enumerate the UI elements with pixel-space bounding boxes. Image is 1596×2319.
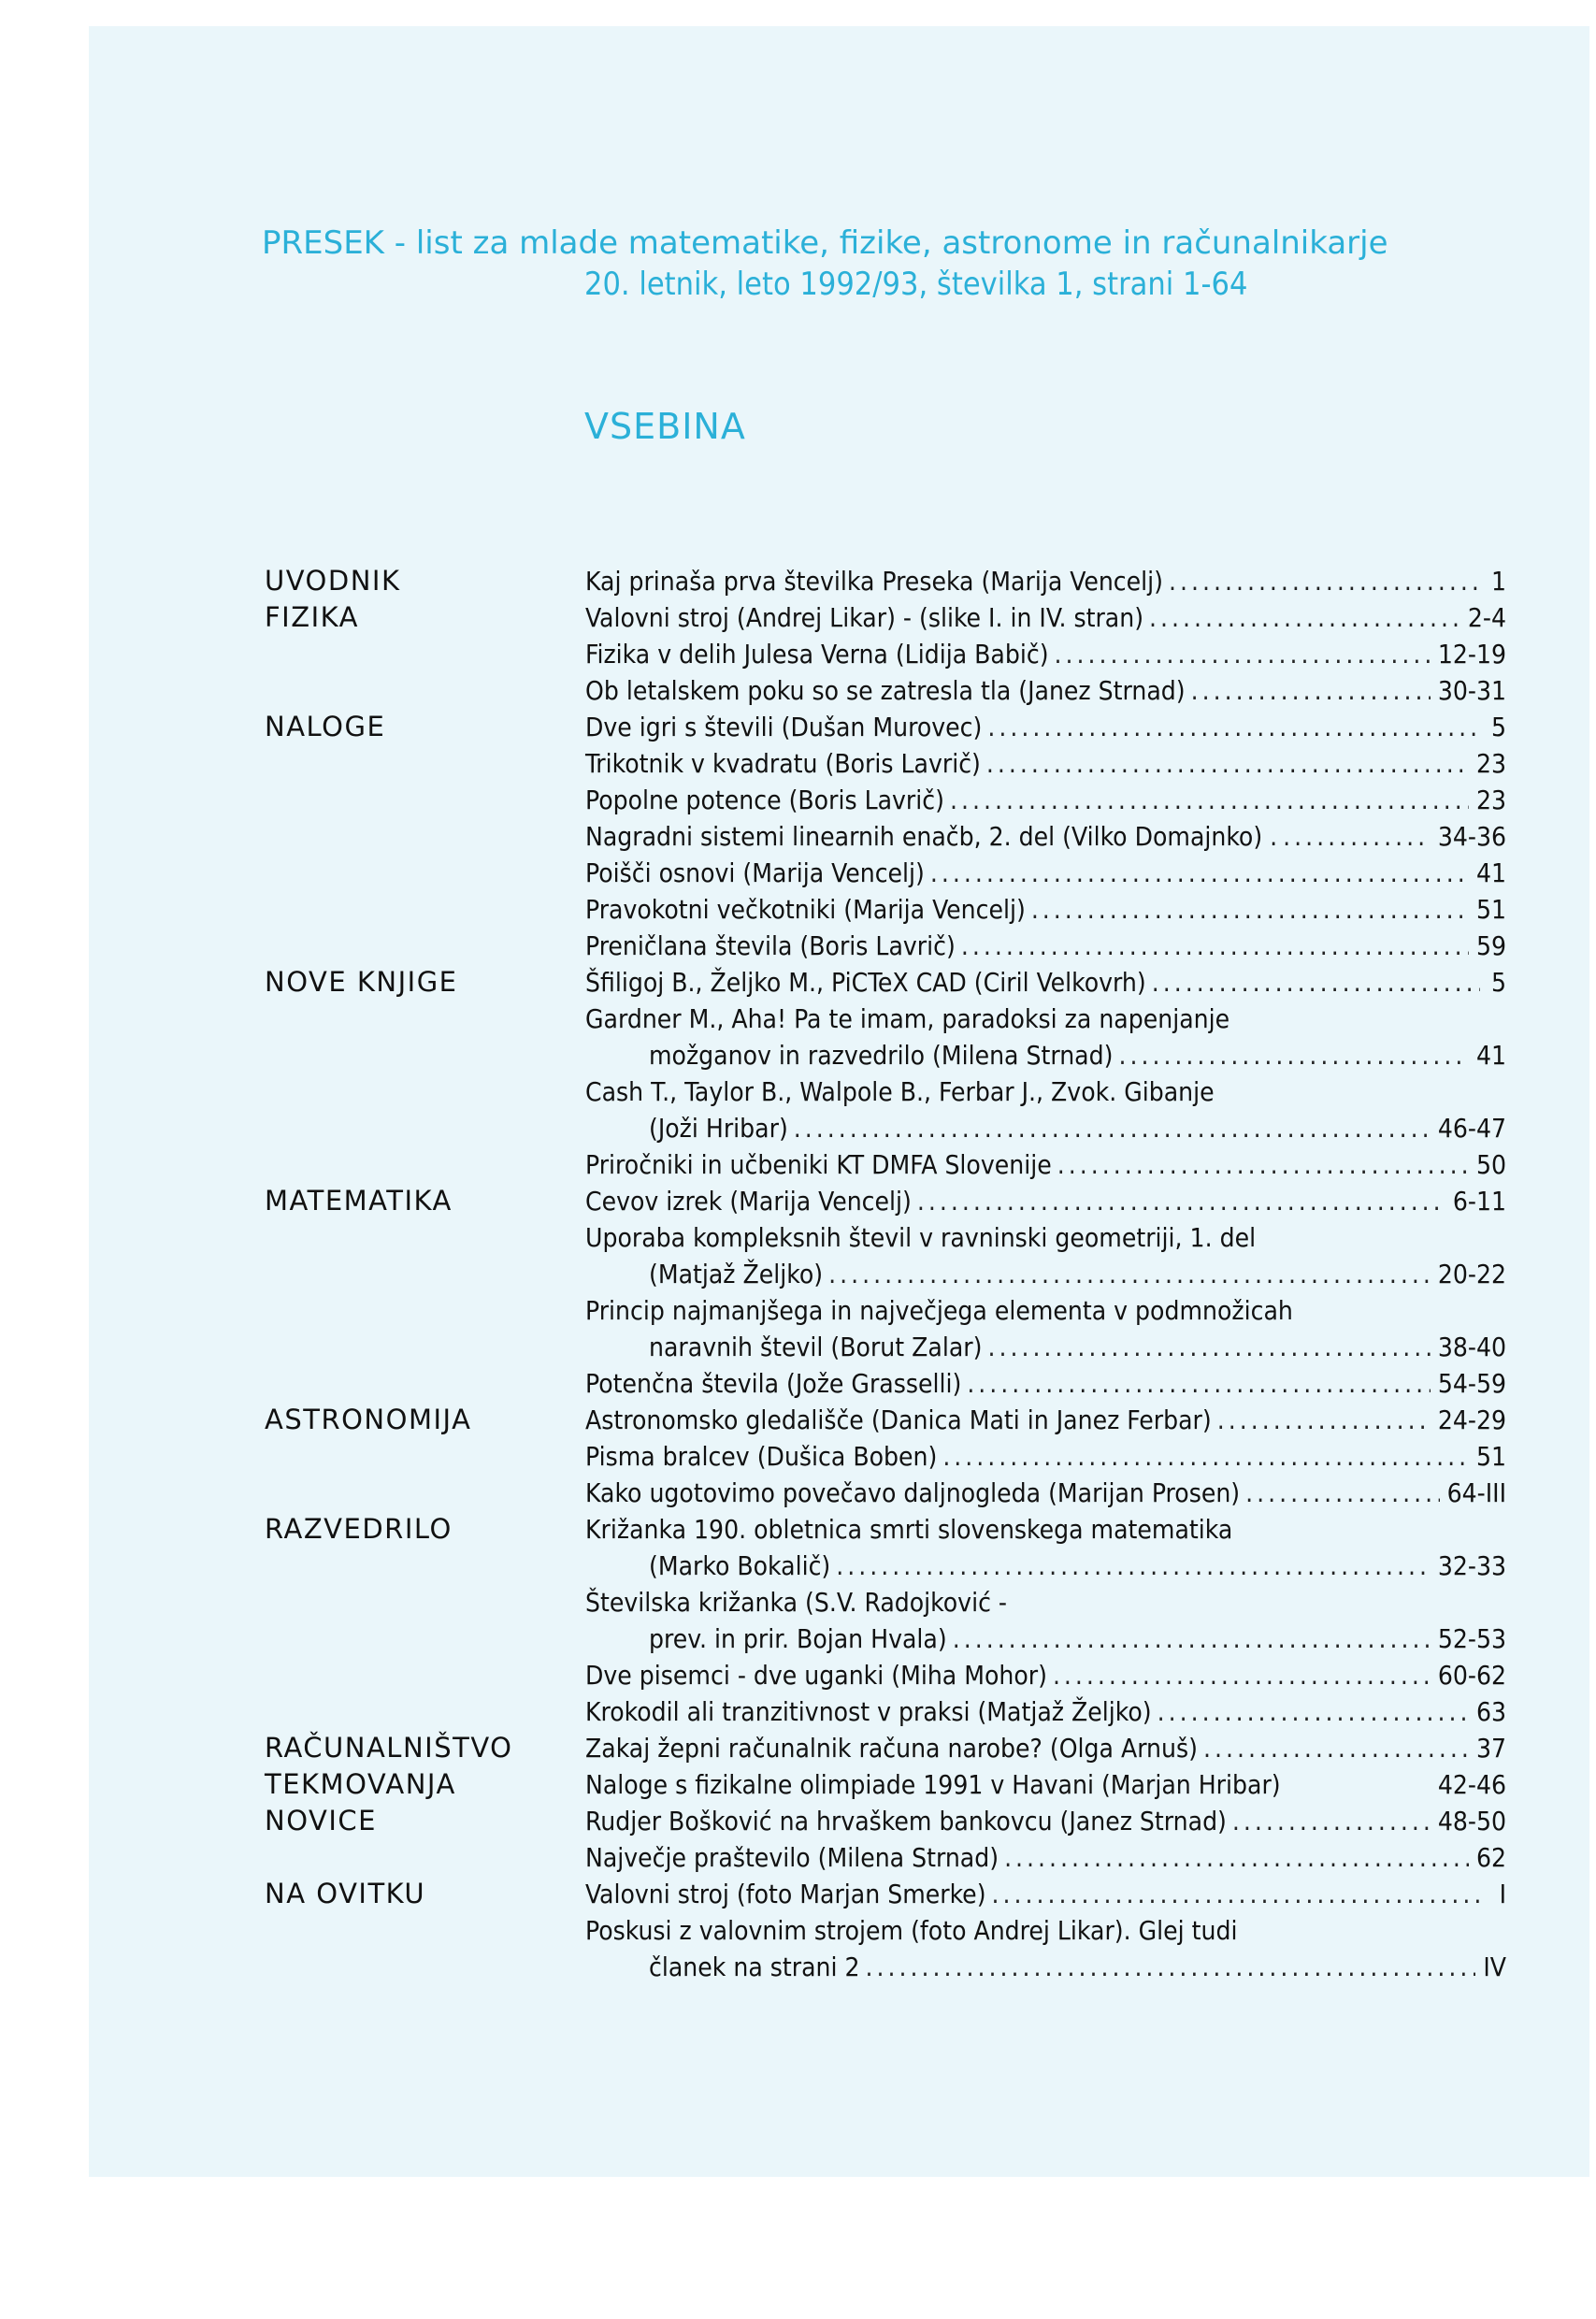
dot-leader bbox=[1118, 1037, 1469, 1073]
entry-page-number: 59 bbox=[1475, 930, 1506, 961]
entry-title: naravnih števil (Borut Zalar) bbox=[649, 1332, 983, 1362]
entry-page-number: 41 bbox=[1475, 1040, 1506, 1071]
dot-leader bbox=[1152, 964, 1480, 1001]
entry-page-number: 24-29 bbox=[1437, 1404, 1506, 1435]
toc-entry bbox=[585, 563, 1506, 599]
entry-title: Valovni stroj (foto Marjan Smerke) bbox=[585, 1879, 986, 1909]
section-label: FIZIKA bbox=[265, 601, 359, 633]
toc-entry bbox=[585, 1876, 1506, 1912]
dot-leader bbox=[987, 709, 1480, 745]
dot-leader bbox=[836, 1548, 1431, 1584]
entry-page-number: 23 bbox=[1475, 748, 1506, 779]
entry-page-number: 5 bbox=[1490, 712, 1506, 742]
toc-entry bbox=[585, 1219, 1506, 1292]
toc-section bbox=[265, 1876, 1508, 1985]
entry-page-number: 5 bbox=[1490, 967, 1506, 998]
entry-title: Nagradni sistemi linearnih enačb, 2. del (Vilko Domajnko) . bbox=[585, 821, 1278, 852]
entry-title: Valovni stroj (Andrej Likar) - (slike I. in IV. stran) bbox=[585, 602, 1144, 633]
entry-title: Dve igri s števili (Dušan Murovec) bbox=[585, 712, 983, 742]
section-label: RAZVEDRILO bbox=[265, 1513, 453, 1545]
dot-leader bbox=[953, 1620, 1431, 1657]
toc-entry bbox=[585, 1657, 1506, 1693]
toc-entry bbox=[585, 855, 1506, 891]
toc-section bbox=[265, 1183, 1508, 1402]
header-title-line: PRESEK - list za mlade matematike, fizike, astronome in računalnikarje bbox=[262, 224, 1388, 262]
section-entries bbox=[585, 1876, 1506, 1985]
dot-leader bbox=[828, 1256, 1431, 1292]
entry-title: Pravokotni večkotniki (Marija Vencelj) bbox=[585, 894, 1026, 925]
section-entries bbox=[585, 599, 1506, 709]
section-label: UVODNIK bbox=[265, 565, 401, 597]
entry-page-number: 54-59 bbox=[1437, 1368, 1506, 1399]
entry-title: Ob letalskem poku so se zatresla tla (Janez Strnad) bbox=[585, 675, 1186, 706]
toc-section bbox=[265, 1511, 1508, 1730]
toc-entry bbox=[585, 1402, 1506, 1438]
entry-title: Največje praštevilo (Milena Strnad) bbox=[585, 1842, 999, 1873]
toc-entry bbox=[585, 1073, 1506, 1146]
toc-entry bbox=[585, 1146, 1506, 1183]
entry-title-first-line: Uporaba kompleksnih števil v ravninski geometriji, 1. del bbox=[585, 1222, 1257, 1253]
dot-leader bbox=[917, 1183, 1445, 1219]
dot-leader bbox=[1245, 1475, 1439, 1511]
toc-entry bbox=[585, 1912, 1506, 1985]
entry-title: Trikotnik v kvadratu (Boris Lavrič) bbox=[585, 748, 981, 779]
journal-header bbox=[262, 223, 1515, 305]
entry-title: Naloge s fizikalne olimpiade 1991 v Havani (Marjan Hribar) bbox=[585, 1769, 1281, 1800]
entry-page-number: 2-4 bbox=[1467, 602, 1506, 633]
entry-page-number: 50 bbox=[1475, 1149, 1506, 1180]
dot-leader bbox=[992, 1876, 1480, 1912]
toc-entry bbox=[585, 636, 1506, 672]
toc-entry bbox=[585, 1475, 1506, 1511]
entry-page-number: 41 bbox=[1475, 857, 1506, 888]
entry-page-number: 48-50 bbox=[1437, 1806, 1506, 1836]
toc-entry bbox=[585, 1511, 1506, 1584]
entry-title: Kaj prinaša prva številka Preseka (Marija Vencelj) bbox=[585, 566, 1163, 597]
entry-title-first-line: Cash T., Taylor B., Walpole B., Ferbar J., Zvok. Gibanje bbox=[585, 1076, 1215, 1107]
header-issue-line: 20. letnik, leto 1992/93, številka 1, strani 1-64 bbox=[584, 266, 1248, 303]
entry-title-first-line: Princip najmanjšega in največjega elementa v podmnožicah bbox=[585, 1295, 1293, 1326]
toc-entry bbox=[585, 1292, 1506, 1365]
dot-leader bbox=[942, 1438, 1469, 1475]
toc-entry bbox=[585, 745, 1506, 782]
entry-title: Cevov izrek (Marija Vencelj) bbox=[585, 1186, 912, 1217]
entry-title-first-line: Številska križanka (S.V. Radojković - bbox=[585, 1587, 1008, 1618]
section-entries bbox=[585, 1766, 1506, 1803]
toc-section bbox=[265, 563, 1508, 599]
toc-entry bbox=[585, 1183, 1506, 1219]
toc-entry bbox=[585, 1839, 1506, 1876]
dot-leader bbox=[1169, 563, 1480, 599]
toc-entry bbox=[585, 672, 1506, 709]
entry-title: (Matjaž Željko) bbox=[649, 1259, 824, 1289]
entry-title: članek na strani 2 bbox=[649, 1952, 860, 1982]
toc-section bbox=[265, 1766, 1508, 1803]
dot-leader bbox=[1157, 1693, 1469, 1730]
toc-entry bbox=[585, 1584, 1506, 1657]
section-entries bbox=[585, 1511, 1506, 1730]
table-of-contents bbox=[265, 563, 1508, 1985]
entry-title: Kako ugotovimo povečavo daljnogleda (Marijan Prosen) bbox=[585, 1477, 1241, 1508]
entry-title: Zakaj žepni računalnik računa narobe? (Olga Arnuš) bbox=[585, 1733, 1198, 1764]
section-label: ASTRONOMIJA bbox=[265, 1404, 472, 1435]
entry-title: (Joži Hribar) bbox=[649, 1113, 788, 1144]
entry-title: Krokodil ali tranzitivnost v praksi (Matjaž Željko) bbox=[585, 1696, 1152, 1727]
toc-entry bbox=[585, 964, 1506, 1001]
entry-page-number: 60-62 bbox=[1437, 1660, 1506, 1691]
dot-leader bbox=[1191, 672, 1431, 709]
entry-title: Popolne potence (Boris Lavrič) bbox=[585, 785, 944, 815]
dot-leader bbox=[950, 782, 1469, 818]
entry-page-number: 51 bbox=[1475, 894, 1506, 925]
entry-page-number: 46-47 bbox=[1437, 1113, 1506, 1144]
dot-leader bbox=[1232, 1803, 1431, 1839]
toc-entry bbox=[585, 1365, 1506, 1402]
toc-entry bbox=[585, 1693, 1506, 1730]
toc-section bbox=[265, 599, 1508, 709]
toc-section bbox=[265, 709, 1508, 964]
dot-leader bbox=[866, 1949, 1476, 1985]
entry-title: Priročniki in učbeniki KT DMFA Slovenije bbox=[585, 1149, 1052, 1180]
section-entries bbox=[585, 563, 1506, 599]
dot-leader bbox=[1149, 599, 1460, 636]
entry-page-number: 32-33 bbox=[1437, 1550, 1506, 1581]
entry-title: Pisma bralcev (Dušica Boben) bbox=[585, 1441, 938, 1472]
toc-entry bbox=[585, 599, 1506, 636]
toc-section bbox=[265, 1730, 1508, 1766]
toc-entry bbox=[585, 891, 1506, 928]
entry-page-number: 51 bbox=[1475, 1441, 1506, 1472]
dot-leader bbox=[1283, 818, 1431, 855]
entry-page-number: 62 bbox=[1475, 1842, 1506, 1873]
dot-leader bbox=[987, 1329, 1430, 1365]
dot-leader bbox=[1053, 1657, 1431, 1693]
entry-title: Fizika v delih Julesa Verna (Lidija Babič) bbox=[585, 639, 1049, 670]
section-label: NOVICE bbox=[265, 1805, 377, 1836]
section-entries bbox=[585, 964, 1506, 1183]
entry-title: Potenčna števila (Jože Grasselli) bbox=[585, 1368, 962, 1399]
entry-page-number: 6-11 bbox=[1452, 1186, 1506, 1217]
entry-page-number: 1 bbox=[1490, 566, 1506, 597]
dot-leader bbox=[1031, 891, 1469, 928]
entry-title: (Marko Bokalič) bbox=[649, 1550, 831, 1581]
toc-entry bbox=[585, 1803, 1506, 1839]
entry-page-number: 34-36 bbox=[1437, 821, 1506, 852]
toc-entry bbox=[585, 1001, 1506, 1073]
entry-page-number: 30-31 bbox=[1437, 675, 1506, 706]
entry-page-number: 52-53 bbox=[1437, 1623, 1506, 1654]
dot-leader bbox=[1203, 1730, 1469, 1766]
dot-leader bbox=[1217, 1402, 1431, 1438]
entry-page-number: 20-22 bbox=[1437, 1259, 1506, 1289]
entry-page-number: 42-46 bbox=[1437, 1769, 1506, 1800]
section-label: TEKMOVANJA bbox=[265, 1768, 456, 1800]
entry-title: Šfiligoj B., Željko M., PiCTeX CAD (Ciril Velkovrh) bbox=[585, 967, 1146, 998]
entry-title: Astronomsko gledališče (Danica Mati in Janez Ferbar) bbox=[585, 1404, 1212, 1435]
entry-title: Rudjer Bošković na hrvaškem bankovcu (Janez Strnad) bbox=[585, 1806, 1227, 1836]
entry-page-number: 23 bbox=[1475, 785, 1506, 815]
entry-page-number: 63 bbox=[1475, 1696, 1506, 1727]
section-entries bbox=[585, 1803, 1506, 1876]
entry-page-number: 37 bbox=[1475, 1733, 1506, 1764]
entry-title: Dve pisemci - dve uganki (Miha Mohor) bbox=[585, 1660, 1047, 1691]
entry-title-first-line: Poskusi z valovnim strojem (foto Andrej Likar). Glej tudi bbox=[585, 1915, 1238, 1946]
section-label: NOVE KNJIGE bbox=[265, 966, 458, 998]
toc-entry bbox=[585, 928, 1506, 964]
section-label: NA OVITKU bbox=[265, 1878, 426, 1909]
dot-leader bbox=[967, 1365, 1431, 1402]
toc-entry bbox=[585, 1766, 1506, 1803]
entry-title: Preničlana števila (Boris Lavrič) bbox=[585, 930, 956, 961]
entry-page-number: 38-40 bbox=[1437, 1332, 1506, 1362]
entry-title: možganov in razvedrilo (Milena Strnad) bbox=[649, 1040, 1114, 1071]
entry-title: Poišči osnovi (Marija Vencelj) bbox=[585, 857, 925, 888]
toc-entry bbox=[585, 1438, 1506, 1475]
dot-leader bbox=[986, 745, 1469, 782]
toc-section bbox=[265, 964, 1508, 1183]
section-label: MATEMATIKA bbox=[265, 1185, 453, 1217]
toc-entry bbox=[585, 709, 1506, 745]
dot-leader bbox=[1057, 1146, 1469, 1183]
dot-leader bbox=[961, 928, 1469, 964]
contents-title: VSEBINA bbox=[584, 406, 746, 447]
toc-entry bbox=[585, 1730, 1506, 1766]
entry-page-number: 64-III bbox=[1446, 1477, 1506, 1508]
dot-leader bbox=[1004, 1839, 1469, 1876]
entry-title: prev. in prir. Bojan Hvala) bbox=[649, 1623, 947, 1654]
toc-entry bbox=[585, 818, 1506, 855]
section-entries bbox=[585, 1402, 1506, 1511]
entry-page-number: IV bbox=[1483, 1952, 1506, 1982]
section-label: RAČUNALNIŠTVO bbox=[265, 1732, 513, 1764]
entry-page-number: 12-19 bbox=[1437, 639, 1506, 670]
section-label: NALOGE bbox=[265, 711, 386, 742]
entry-title-first-line: Gardner M., Aha! Pa te imam, paradoksi za napenjanje bbox=[585, 1003, 1230, 1034]
entry-title-first-line: Križanka 190. obletnica smrti slovenskega matematika bbox=[585, 1514, 1233, 1545]
section-entries bbox=[585, 1183, 1506, 1402]
toc-section bbox=[265, 1402, 1508, 1511]
section-entries bbox=[585, 709, 1506, 964]
dot-leader bbox=[794, 1110, 1431, 1146]
dot-leader bbox=[1055, 636, 1431, 672]
entry-page-number: I bbox=[1499, 1879, 1506, 1909]
toc-section bbox=[265, 1803, 1508, 1876]
toc-entry bbox=[585, 782, 1506, 818]
dot-leader bbox=[930, 855, 1469, 891]
section-entries bbox=[585, 1730, 1506, 1766]
